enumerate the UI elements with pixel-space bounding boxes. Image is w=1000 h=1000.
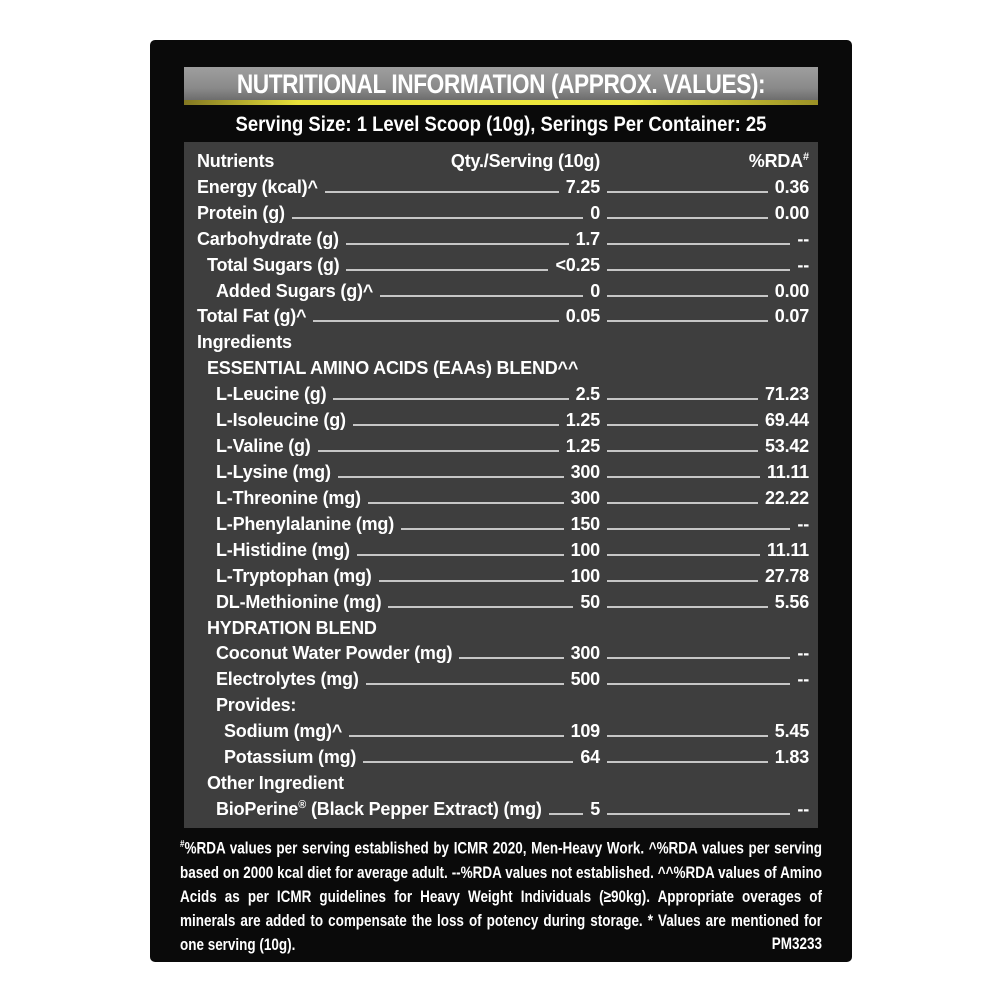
table-row	[197, 198, 809, 224]
qty-value: <0.25	[555, 254, 600, 275]
table-row	[197, 716, 809, 742]
footnote-text: %RDA values per serving established by ICMR 2020, Men-Heavy Work. ^%RDA values per serving based on 2000 kcal diet for average adult. --%RDA values not established. ^^%RDA values of Amino Acids as per ICMR guidelines for Heavy Weight Individuals (≥90kg). Appropriate overages of minerals are added to compensate the loss of potency during storage. * Values are mentioned for one serving (10g).	[180, 838, 823, 954]
table-row	[197, 224, 809, 250]
row-label: Other Ingredient	[207, 773, 344, 794]
leader-line	[388, 606, 573, 608]
leader-line	[292, 217, 583, 219]
leader-line	[346, 269, 548, 271]
table-row	[197, 639, 809, 665]
row-right-group	[600, 410, 809, 431]
footnote	[180, 833, 822, 957]
row-right-group	[600, 229, 809, 250]
row-left-group	[197, 203, 600, 224]
rda-value: 5.45	[774, 721, 809, 742]
row-left-group	[197, 177, 600, 198]
leader-line	[607, 476, 760, 478]
row-label: Ingredients	[197, 332, 292, 353]
row-left-group	[197, 540, 600, 561]
table-row	[197, 509, 809, 535]
leader-line	[607, 502, 758, 504]
leader-line	[607, 320, 768, 322]
qty-value: 100	[570, 565, 600, 586]
row-right-group	[600, 384, 809, 405]
row-label: L-Lysine (mg)	[216, 461, 331, 482]
row-label: ESSENTIAL AMINO ACIDS (EAAs) BLEND^^	[207, 358, 579, 379]
rda-value: 5.56	[774, 591, 809, 612]
row-left-group	[197, 488, 600, 509]
row-label: L-Histidine (mg)	[216, 539, 350, 560]
row-left-group	[197, 255, 600, 276]
qty-value: 150	[570, 513, 600, 534]
qty-value: 64	[580, 747, 600, 768]
row-right-group	[600, 721, 809, 742]
row-right-group	[600, 177, 809, 198]
row-label: L-Valine (g)	[216, 436, 311, 457]
qty-value: 1.25	[565, 436, 600, 457]
row-left-group	[197, 462, 600, 483]
rda-value: 11.11	[766, 539, 809, 560]
row-label: Provides:	[216, 695, 297, 716]
qty-value: 300	[570, 461, 600, 482]
row-right-group	[600, 669, 809, 690]
rda-value: 0.36	[774, 176, 809, 197]
row-left-group	[197, 592, 600, 613]
leader-line	[607, 528, 790, 530]
table-row	[197, 302, 809, 328]
product-code: PM3233	[771, 933, 823, 953]
row-right-group	[600, 747, 809, 768]
leader-line	[401, 528, 564, 530]
row-label: Potassium (mg)	[224, 747, 357, 768]
rda-value: 53.42	[764, 436, 809, 457]
leader-line	[607, 606, 768, 608]
section-header-row	[197, 327, 809, 353]
row-label: HYDRATION BLEND	[207, 617, 377, 638]
rda-value: --	[797, 228, 809, 249]
section-header-row	[197, 768, 809, 794]
row-right-group	[600, 436, 809, 457]
row-label: Coconut Water Powder (mg)	[216, 643, 453, 664]
leader-line	[333, 398, 568, 400]
row-left-group	[197, 721, 600, 742]
row-label: L-Threonine (mg)	[216, 487, 361, 508]
leader-line	[607, 761, 768, 763]
column-rda	[749, 151, 809, 172]
leader-line	[368, 502, 564, 504]
rda-value: 0.00	[774, 280, 809, 301]
table-row	[197, 276, 809, 302]
leader-line	[338, 476, 564, 478]
rda-value: 69.44	[764, 410, 809, 431]
row-left-group	[197, 643, 600, 664]
leader-line	[325, 191, 559, 193]
row-label: Total Fat (g)^	[197, 306, 307, 327]
leader-line	[349, 735, 563, 737]
leader-line	[607, 813, 790, 815]
row-left-group	[197, 799, 600, 820]
row-left-group	[197, 384, 600, 405]
row-right-group	[600, 306, 809, 327]
rda-value: 1.83	[774, 747, 809, 768]
rda-value: 0.07	[774, 306, 809, 327]
row-label: L-Isoleucine (g)	[216, 410, 346, 431]
rda-value: 71.23	[764, 384, 809, 405]
table-body	[197, 172, 809, 820]
rda-value: 27.78	[764, 565, 809, 586]
table-row	[197, 405, 809, 431]
row-right-group	[600, 643, 809, 664]
row-left-group	[197, 281, 600, 302]
leader-line	[379, 580, 564, 582]
row-left-group	[197, 306, 600, 327]
row-label: Sodium (mg)^	[224, 721, 343, 742]
row-right-group	[600, 255, 809, 276]
qty-value: 1.7	[575, 228, 600, 249]
table-row	[197, 483, 809, 509]
table-header-row	[197, 146, 809, 172]
row-label: BioPerine® (Black Pepper Extract) (mg)	[216, 798, 542, 819]
qty-value: 300	[570, 487, 600, 508]
registered-mark: ®	[298, 798, 307, 811]
row-right-group	[600, 488, 809, 509]
row-right-group	[600, 540, 809, 561]
column-rda-sup: #	[802, 150, 809, 163]
rda-value: 22.22	[764, 487, 809, 508]
row-left-group	[197, 747, 600, 768]
rda-value: --	[797, 254, 809, 275]
row-left-group	[197, 410, 600, 431]
leader-line	[607, 735, 768, 737]
leader-line	[607, 554, 760, 556]
row-label: L-Leucine (g)	[216, 384, 327, 405]
row-left-group	[197, 229, 600, 250]
table-row	[197, 664, 809, 690]
table-row	[197, 457, 809, 483]
leader-line	[607, 295, 768, 297]
table-row	[197, 561, 809, 587]
table-row	[197, 172, 809, 198]
row-label: Added Sugars (g)^	[216, 280, 374, 301]
table-row	[197, 431, 809, 457]
leader-line	[313, 320, 558, 322]
qty-value: 109	[570, 721, 600, 742]
table-row	[197, 535, 809, 561]
leader-line	[607, 217, 768, 219]
leader-line	[353, 424, 559, 426]
row-left-group	[197, 436, 600, 457]
leader-line	[607, 683, 790, 685]
table-row	[197, 742, 809, 768]
footnote-sup: #	[180, 839, 185, 850]
serving-size-line: Serving Size: 1 Level Scoop (10g), Serings Per Container: 25	[235, 113, 767, 136]
header-right-group	[600, 151, 809, 172]
row-left-group	[197, 566, 600, 587]
leader-line	[549, 813, 584, 815]
table-row	[197, 587, 809, 613]
leader-line	[607, 657, 790, 659]
table-row	[197, 794, 809, 820]
row-right-group	[600, 462, 809, 483]
leader-line	[607, 450, 758, 452]
row-right-group	[600, 566, 809, 587]
leader-line	[607, 269, 790, 271]
column-qty-serving: Qty./Serving (10g)	[450, 150, 600, 171]
row-right-group	[600, 281, 809, 302]
qty-value: 300	[570, 643, 600, 664]
row-right-group	[600, 514, 809, 535]
qty-value: 2.5	[575, 384, 600, 405]
row-label: Electrolytes (mg)	[216, 669, 359, 690]
rda-value: --	[797, 643, 809, 664]
rda-value: --	[797, 669, 809, 690]
row-label: L-Phenylalanine (mg)	[216, 513, 395, 534]
row-left-group	[197, 514, 600, 535]
leader-line	[346, 243, 569, 245]
row-label: Protein (g)	[197, 202, 285, 223]
leader-line	[607, 424, 758, 426]
row-right-group	[600, 592, 809, 613]
rda-value: 11.11	[766, 461, 809, 482]
accent-underline	[184, 100, 818, 105]
rda-value: --	[797, 513, 809, 534]
qty-value: 50	[580, 591, 600, 612]
leader-line	[607, 243, 790, 245]
column-nutrients: Nutrients	[197, 150, 275, 171]
rda-value: --	[797, 798, 809, 819]
column-rda-text: %RDA	[748, 150, 803, 171]
row-label: Total Sugars (g)	[207, 254, 340, 275]
row-right-group	[600, 799, 809, 820]
nutrition-table	[184, 142, 818, 828]
qty-value: 0	[590, 202, 600, 223]
qty-value: 0.05	[565, 306, 600, 327]
qty-value: 5	[590, 798, 600, 819]
panel-title: NUTRITIONAL INFORMATION (APPROX. VALUES):	[236, 69, 766, 99]
section-header-row	[197, 353, 809, 379]
rda-value: 0.00	[774, 202, 809, 223]
row-right-group	[600, 203, 809, 224]
qty-value: 100	[570, 539, 600, 560]
leader-line	[607, 580, 758, 582]
leader-line	[459, 657, 563, 659]
leader-line	[607, 191, 768, 193]
leader-line	[318, 450, 559, 452]
nutrition-panel	[150, 40, 852, 962]
section-header-row	[197, 690, 809, 716]
leader-line	[607, 398, 758, 400]
row-label: Energy (kcal)^	[197, 176, 318, 197]
row-label: DL-Methionine (mg)	[216, 591, 382, 612]
row-label: Carbohydrate (g)	[197, 228, 339, 249]
qty-value: 1.25	[565, 410, 600, 431]
header-left-group	[197, 151, 600, 172]
qty-value: 7.25	[565, 176, 600, 197]
table-row	[197, 250, 809, 276]
row-label: L-Tryptophan (mg)	[216, 565, 372, 586]
qty-value: 0	[590, 280, 600, 301]
section-header-row	[197, 613, 809, 639]
leader-line	[357, 554, 564, 556]
leader-line	[380, 295, 583, 297]
table-row	[197, 379, 809, 405]
leader-line	[363, 761, 573, 763]
qty-value: 500	[570, 669, 600, 690]
row-left-group	[197, 669, 600, 690]
leader-line	[366, 683, 564, 685]
title-bar	[184, 67, 818, 105]
